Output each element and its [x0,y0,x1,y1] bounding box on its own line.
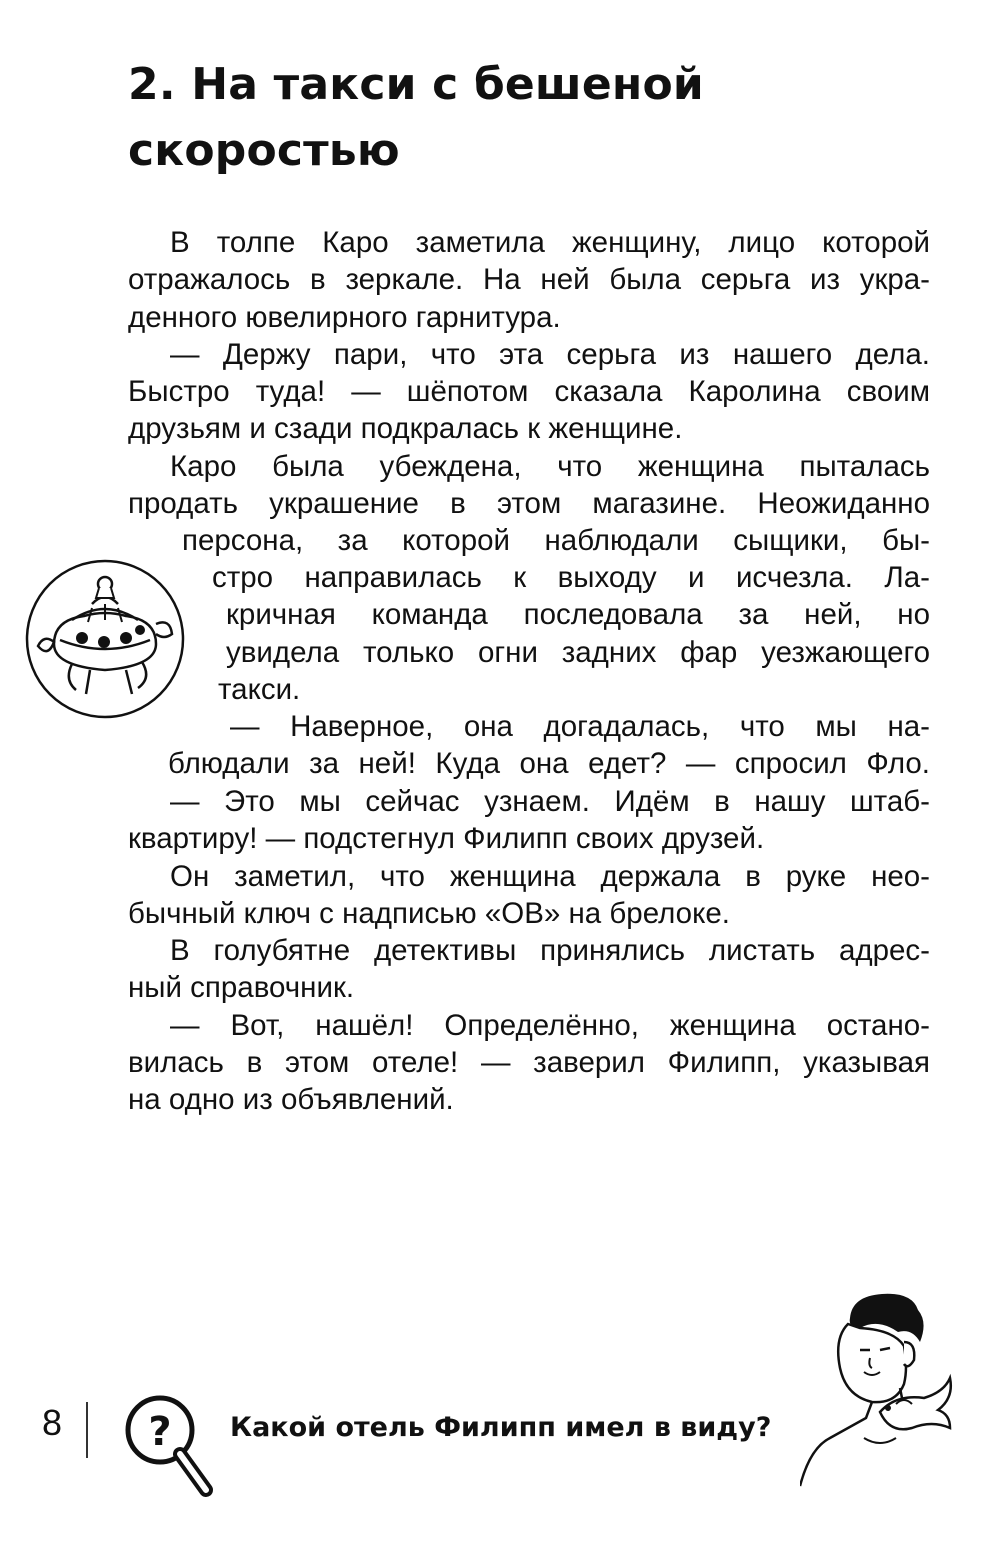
story-line: на одно из объявлений. [128,1083,454,1117]
story-paragraph [128,224,930,522]
story-line: Он заметил, что женщина держала в руке нео- [170,859,930,893]
story-line: — Наверное, она догадалась, что мы на- [230,710,930,743]
story-line: отражалось в зеркале. На ней была серьга из укра- [128,263,930,297]
story-paragraph-end [128,783,930,1119]
story-line: — Вот, нашёл! Определённо, женщина остано- [170,1008,930,1042]
story-line: друзьям и сзади подкралась к женщине. [128,412,683,446]
story-paragraph-lower [168,708,930,783]
story-line: В толпе Каро заметила женщину, лицо которой [170,226,930,259]
story-line: — Держу пари, что эта серьга из нашего дела. [170,337,930,371]
story-line: вилась в этом отеле! — заверил Филипп, указывая [128,1046,930,1080]
chapter-title-line-1: 2. На такси с бешеной [128,59,704,110]
footer-divider [86,1402,88,1458]
chapter-title-line-2: скоростью [128,125,400,176]
question-text: Какой отель Филипп имел в виду? [230,1412,772,1443]
story-line: увидела только огни задних фар уезжающего [226,635,930,669]
story-line: В голубятне детективы принялись листать адрес- [170,934,930,968]
page-footer [0,1380,1000,1566]
question-mark-glyph: ? [148,1409,172,1455]
story-line: ный справочник. [128,971,355,1005]
story-line: кричная команда последовала за ней, но [226,598,930,632]
chapter-title [128,52,928,184]
story-line: Быстро туда! — шёпотом сказала Каролина своим [128,375,930,409]
story-line: такси. [218,672,301,706]
story-paragraph-wrapped-top [182,522,930,559]
story-line: квартиру! — подстегнул Филипп своих друзей. [128,822,765,856]
ornate-pot-icon [24,558,186,720]
story-line: персона, за которой наблюдали сыщики, бы- [182,524,930,557]
page-number: 8 [42,1402,63,1443]
story-line: Каро была убеждена, что женщина пыталась [170,449,930,483]
story-line: — Это мы сейчас узнаем. Идём в нашу штаб- [170,785,930,818]
boy-with-parrot-icon [800,1288,970,1488]
story-paragraph-wrapped [212,559,930,708]
story-line: денного ювелирного гарнитура. [128,300,561,334]
story-line: бычный ключ с надписью «ОВ» на брелоке. [128,896,730,930]
story-line: продать украшение в этом магазине. Неожиданно [128,487,930,521]
magnifier-question-icon [122,1390,218,1510]
story-line: блюдали за ней! Куда она едет? — спросил Фло. [168,747,930,781]
story-line: стро направилась к выходу и исчезла. Ла- [212,561,930,594]
